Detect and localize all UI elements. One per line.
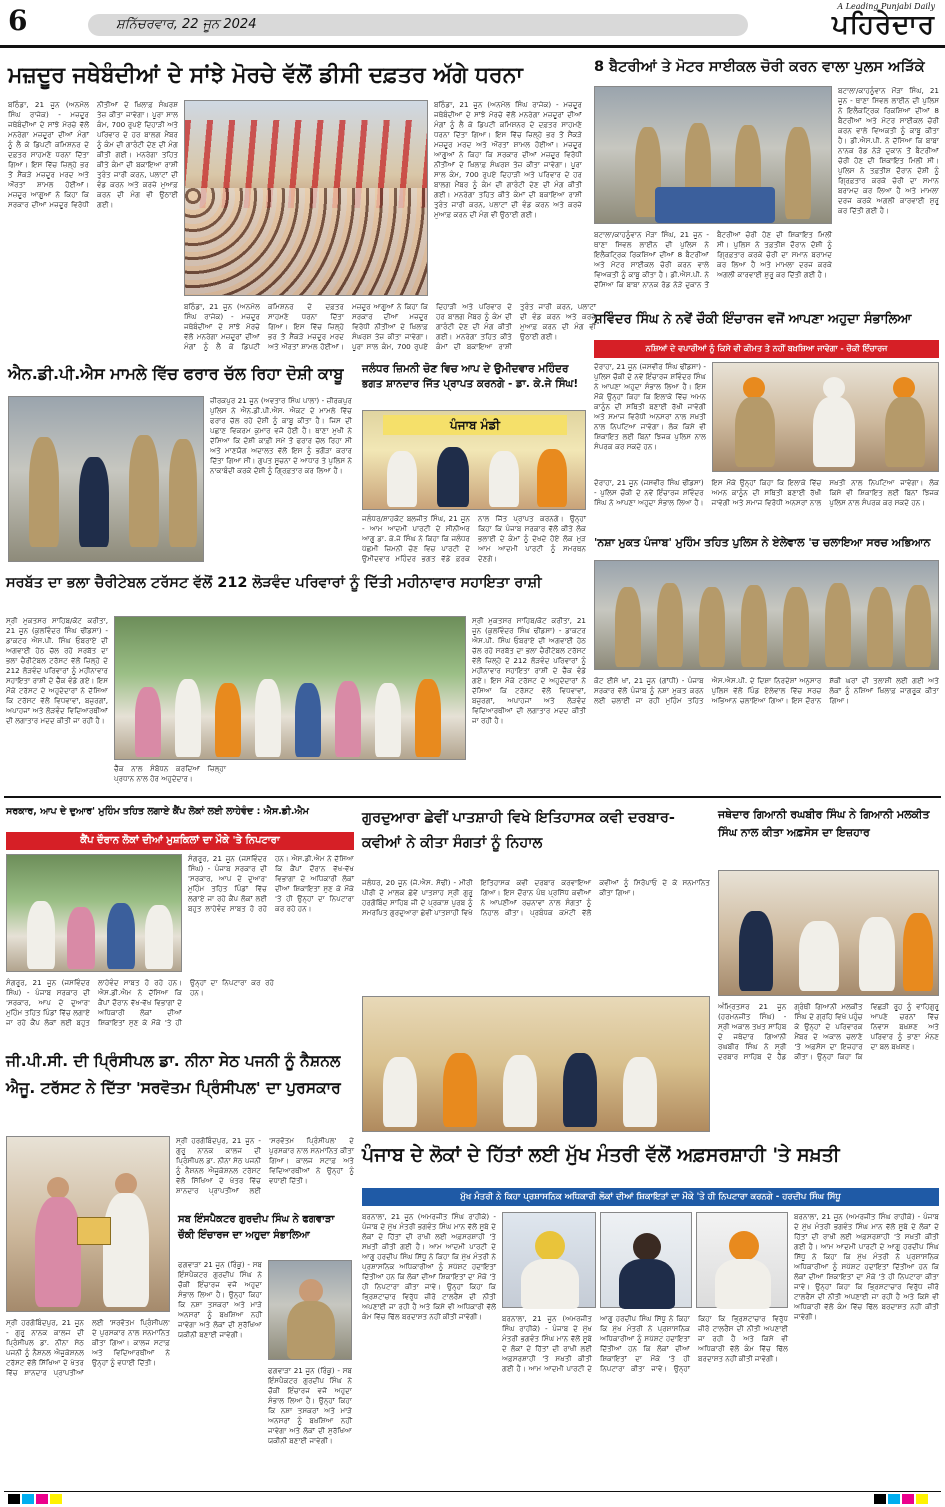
photo-sarkar-dwar-camp: [6, 854, 182, 972]
body-sarbat-right: ਸ੍ਰੀ ਮੁਕਤਸਰ ਸਾਹਿਬ/ਕੋਟ ਕਰੀਤਾ, 21 ਜੂਨ (ਕੁਲਵਿੰਦਰ ਸਿੰਘ ਢੀਂਡਸਾ) - ਡਾਕਟਰ ਐਸ.ਪੀ. ਸਿੰਘ ਓਬਰਾਏ ਦੀ ਅਗਵਾਈ ਹੇਠ ਚੱਲ ਰਹੇ ਸਰਬੱਤ ਦਾ ਭਲਾ ਚੈਰੀਟੇਬਲ ਟਰੱਸਟ ਵੱਲੋਂ ਜ਼ਿਲ੍ਹੇ ਦੇ 212 ਲੋੜਵੰਦ ਪਰਿਵਾਰਾਂ ਨੂੰ ਮਹੀਨਾਵਾਰ ਸਹਾਇਤਾ ਰਾਸ਼ੀ ਦੇ ਚੈੱਕ ਵੰਡੇ ਗਏ। ਇਸ ਮੌਕੇ ਟਰੱਸਟ ਦੇ ਅਹੁਦੇਦਾਰਾਂ ਨੇ ਦੱਸਿਆ ਕਿ ਟਰੱਸਟ ਵੱਲੋਂ ਵਿਧਵਾਵਾਂ, ਬਜ਼ੁਰਗਾਂ, ਅਪਾਹਜਾਂ ਅਤੇ ਲੋੜਵੰਦ ਵਿਦਿਆਰਥੀਆਂ ਦੀ ਲਗਾਤਾਰ ਮਦਦ ਕੀਤੀ ਜਾ ਰਹੀ ਹੈ।: [472, 616, 586, 725]
strap-cm-strict: ਮੁੱਖ ਮੰਤਰੀ ਨੇ ਕਿਹਾ ਪ੍ਰਸ਼ਾਸਨਿਕ ਅਧਿਕਾਰੀ ਲੋਕਾਂ ਦੀਆਂ ਸ਼ਿਕਾਇਤਾਂ ਦਾ ਮੌਕੇ 'ਤੇ ਹੀ ਨਿਪਟਾਰਾ ਕਰਨਗੇ - ਹਰਦੀਪ ਸਿੰਘ ਸਿੱਧੂ: [362, 1188, 939, 1206]
article-chowki: [592, 312, 941, 530]
body-theft-right: ਬਟਾਲਾ/ਕਾਹਨੂੰਵਾਨ ਮੌੜਾ ਸਿੰਘ, 21 ਜੂਨ - ਥਾਣਾ ਸਿਵਲ ਲਾਈਨ ਦੀ ਪੁਲਿਸ ਨੇ ਇਲੈਕਟ੍ਰਿਕ ਰਿਕਸ਼ਿਆਂ ਦੀਆਂ 8 ਬੈਟਰੀਆਂ ਅਤੇ ਮੋਟਰ ਸਾਈਕਲ ਚੋਰੀ ਕਰਨ ਵਾਲੇ ਵਿਅਕਤੀ ਨੂੰ ਕਾਬੂ ਕੀਤਾ ਹੈ। ਡੀ.ਐਸ.ਪੀ. ਨੇ ਦੱਸਿਆ ਕਿ ਬਾਬਾ ਨਾਨਕ ਰੋਡ ਨੇੜੇ ਦੁਕਾਨ ਤੋਂ ਬੈਟਰੀਆਂ ਚੋਰੀ ਹੋਣ ਦੀ ਸ਼ਿਕਾਇਤ ਮਿਲੀ ਸੀ। ਪੁਲਿਸ ਨੇ ਤਫ਼ਤੀਸ਼ ਦੌਰਾਨ ਦੋਸ਼ੀ ਨੂੰ ਗ੍ਰਿਫ਼ਤਾਰ ਕਰਕੇ ਚੋਰੀ ਦਾ ਸਮਾਨ ਬਰਾਮਦ ਕਰ ਲਿਆ ਹੈ ਅਤੇ ਮਾਮਲਾ ਦਰਜ ਕਰਕੇ ਅਗਲੀ ਕਾਰਵਾਈ ਸ਼ੁਰੂ ਕਰ ਦਿੱਤੀ ਗਈ ਹੈ।: [838, 86, 939, 215]
article-nasha-mukt: [592, 536, 941, 792]
body-gpc-bottom: ਸ੍ਰੀ ਹਰਗੋਬਿੰਦਪੁਰ, 21 ਜੂਨ - ਗੁਰੂ ਨਾਨਕ ਕਾਲਜ ਦੀ ਪ੍ਰਿੰਸੀਪਲ ਡਾ. ਨੀਨਾ ਸੇਠ ਪਜਨੀ ਨੂੰ ਨੈਸ਼ਨਲ ਐਜੂਕੇਸ਼ਨਲ ਟਰੱਸਟ ਵੱਲੋਂ ਸਿੱਖਿਆ ਦੇ ਖੇਤਰ ਵਿੱਚ ਸ਼ਾਨਦਾਰ ਪ੍ਰਾਪਤੀਆਂ ਲਈ 'ਸਰਵੋਤਮ ਪ੍ਰਿੰਸੀਪਲ' ਦੇ ਪੁਰਸਕਾਰ ਨਾਲ ਸਨਮਾਨਿਤ ਕੀਤਾ ਗਿਆ। ਕਾਲਜ ਸਟਾਫ਼ ਅਤੇ ਵਿਦਿਆਰਥੀਆਂ ਨੇ ਉਨ੍ਹਾਂ ਨੂੰ ਵਧਾਈ ਦਿੱਤੀ।: [6, 1318, 170, 1377]
article-sarbat: [4, 572, 588, 792]
headline-theft: 8 ਬੈਟਰੀਆਂ ਤੇ ਮੋਟਰ ਸਾਈਕਲ ਚੋਰੀ ਕਰਨ ਵਾਲਾ ਪੁਲਸ ਅੜਿੱਕੇ: [594, 59, 925, 75]
article-jalandhar: [360, 362, 588, 566]
date-bar: ਸ਼ਨਿੱਚਰਵਾਰ, 22 ਜੂਨ 2024: [88, 14, 748, 36]
body-jalandhar: ਜਲੰਧਰ/ਸ਼ਾਹਕੋਟ ਬਲਜੀਤ ਸਿੰਘ, 21 ਜੂਨ - ਆਮ ਆਦਮੀ ਪਾਰਟੀ ਦੇ ਸੀਨੀਅਰ ਆਗੂ ਡਾ. ਕੇ.ਜੇ ਸਿੰਘ ਨੇ ਕਿਹਾ ਕਿ ਜਲੰਧਰ ਪੱਛਮੀ ਜ਼ਿਮਨੀ ਚੋਣ ਵਿਚ ਪਾਰਟੀ ਦੇ ਉਮੀਦਵਾਰ ਮਹਿੰਦਰ ਭਗਤ ਵੱਡੇ ਫ਼ਰਕ ਨਾਲ ਜਿੱਤ ਪ੍ਰਾਪਤ ਕਰਨਗੇ। ਉਨ੍ਹਾਂ ਕਿਹਾ ਕਿ ਪੰਜਾਬ ਸਰਕਾਰ ਵੱਲੋਂ ਕੀਤੇ ਲੋਕ ਭਲਾਈ ਦੇ ਕੰਮਾਂ ਨੂੰ ਦੇਖਦੇ ਹੋਏ ਲੋਕ ਮੁੜ ਆਮ ਆਦਮੀ ਪਾਰਟੀ ਨੂੰ ਸਮਰਥਨ ਦੇਣਗੇ।: [362, 514, 586, 563]
headline-sub-inspector: ਸਬ ਇੰਸਪੈਕਟਰ ਗੁਰਦੀਪ ਸਿੰਘ ਨੇ ਫਗਵਾੜਾ ਚੌਕੀ ਇੰਚਾਰਜ ਦਾ ਅਹੁਦਾ ਸੰਭਾਲਿਆ: [178, 1214, 335, 1241]
body-chowki-left: ਦੋਰਾਹਾ, 21 ਜੂਨ (ਜਸਵੀਰ ਸਿੰਘ ਢੀਂਡਸਾ) - ਪੁਲਿਸ ਚੌਕੀ ਦੇ ਨਵੇਂ ਇੰਚਾਰਜ ਸ਼ਵਿੰਦਰ ਸਿੰਘ ਨੇ ਆਪਣਾ ਅਹੁਦਾ ਸੰਭਾਲ ਲਿਆ ਹੈ। ਇਸ ਮੌਕੇ ਉਨ੍ਹਾਂ ਕਿਹਾ ਕਿ ਇਲਾਕੇ ਵਿੱਚ ਅਮਨ ਕਾਨੂੰਨ ਦੀ ਸਥਿਤੀ ਬਣਾਈ ਰੱਖੀ ਜਾਵੇਗੀ ਅਤੇ ਸਮਾਜ ਵਿਰੋਧੀ ਅਨਸਰਾਂ ਨਾਲ ਸਖ਼ਤੀ ਨਾਲ ਨਿਪਟਿਆ ਜਾਵੇਗਾ। ਲੋਕ ਕਿਸੇ ਵੀ ਸ਼ਿਕਾਇਤ ਲਈ ਬਿਨਾਂ ਝਿਜਕ ਪੁਲਿਸ ਨਾਲ ਸੰਪਰਕ ਕਰ ਸਕਦੇ ਹਨ।: [594, 362, 706, 451]
photo-dharna-protest: [184, 100, 428, 296]
photo-chowki-incharge: [712, 362, 939, 472]
photo-kavi-darbar: [362, 996, 710, 1132]
photo-theft-arrest: [594, 86, 832, 224]
registration-mark: [22, 1494, 34, 1504]
headline-jathedar: ਜਥੇਦਾਰ ਗਿਆਨੀ ਰਘਬੀਰ ਸਿੰਘ ਨੇ ਗਿਆਨੀ ਮਲਕੀਤ ਸਿੰਘ ਨਾਲ ਕੀਤਾ ਅਫ਼ਸੋਸ ਦਾ ਇਜ਼ਹਾਰ: [718, 808, 930, 839]
body-chowki-bottom: ਦੋਰਾਹਾ, 21 ਜੂਨ (ਜਸਵੀਰ ਸਿੰਘ ਢੀਂਡਸਾ) - ਪੁਲਿਸ ਚੌਕੀ ਦੇ ਨਵੇਂ ਇੰਚਾਰਜ ਸ਼ਵਿੰਦਰ ਸਿੰਘ ਨੇ ਆਪਣਾ ਅਹੁਦਾ ਸੰਭਾਲ ਲਿਆ ਹੈ। ਇਸ ਮੌਕੇ ਉਨ੍ਹਾਂ ਕਿਹਾ ਕਿ ਇਲਾਕੇ ਵਿੱਚ ਅਮਨ ਕਾਨੂੰਨ ਦੀ ਸਥਿਤੀ ਬਣਾਈ ਰੱਖੀ ਜਾਵੇਗੀ ਅਤੇ ਸਮਾਜ ਵਿਰੋਧੀ ਅਨਸਰਾਂ ਨਾਲ ਸਖ਼ਤੀ ਨਾਲ ਨਿਪਟਿਆ ਜਾਵੇਗਾ। ਲੋਕ ਕਿਸੇ ਵੀ ਸ਼ਿਕਾਇਤ ਲਈ ਬਿਨਾਂ ਝਿਜਕ ਪੁਲਿਸ ਨਾਲ ਸੰਪਰਕ ਕਰ ਸਕਦੇ ਹਨ।: [594, 478, 939, 507]
photo-gpc-award: [6, 1136, 170, 1312]
photo-jalandhar-press: [362, 410, 586, 510]
body-sarkar-dwar-right: ਸੰਗਰੂਰ, 21 ਜੂਨ (ਜਸਵਿੰਦਰ ਸਿੰਘ) - ਪੰਜਾਬ ਸਰਕਾਰ ਦੀ 'ਸਰਕਾਰ, ਆਪ ਦੇ ਦੁਆਰ' ਮੁਹਿੰਮ ਤਹਿਤ ਪਿੰਡਾਂ ਵਿੱਚ ਲਗਾਏ ਜਾ ਰਹੇ ਕੈਂਪ ਲੋਕਾਂ ਲਈ ਬਹੁਤ ਲਾਹੇਵੰਦ ਸਾਬਤ ਹੋ ਰਹੇ ਹਨ। ਐਸ.ਡੀ.ਐਮ ਨੇ ਦੱਸਿਆ ਕਿ ਕੈਂਪਾਂ ਦੌਰਾਨ ਵੱਖ-ਵੱਖ ਵਿਭਾਗਾਂ ਦੇ ਅਧਿਕਾਰੀ ਲੋਕਾਂ ਦੀਆਂ ਸ਼ਿਕਾਇਤਾਂ ਸੁਣ ਕੇ ਮੌਕੇ 'ਤੇ ਹੀ ਉਨ੍ਹਾਂ ਦਾ ਨਿਪਟਾਰਾ ਕਰ ਰਹੇ ਹਨ।: [188, 854, 354, 913]
body-sub-inspector-right: ਫਗਵਾੜਾ 21 ਜੂਨ (ਰਿੰਕੂ) - ਸਬ ਇੰਸਪੈਕਟਰ ਗੁਰਦੀਪ ਸਿੰਘ ਨੇ ਚੌਕੀ ਇੰਚਾਰਜ ਵਜੋਂ ਅਹੁਦਾ ਸੰਭਾਲ ਲਿਆ ਹੈ। ਉਨ੍ਹਾਂ ਕਿਹਾ ਕਿ ਨਸ਼ਾ ਤਸਕਰਾਂ ਅਤੇ ਮਾੜੇ ਅਨਸਰਾਂ ਨੂੰ ਬਖ਼ਸ਼ਿਆ ਨਹੀਂ ਜਾਵੇਗਾ ਅਤੇ ਲੋਕਾਂ ਦੀ ਸੁਰੱਖਿਆ ਯਕੀਨੀ ਬਣਾਈ ਜਾਵੇਗੀ।: [268, 1366, 352, 1445]
masthead: [0, 0, 945, 48]
headline-sarbat: ਸਰਬੱਤ ਦਾ ਭਲਾ ਚੈਰੀਟੇਬਲ ਟਰੱਸਟ ਵੱਲੋਂ 212 ਲੋੜਵੰਦ ਪਰਿਵਾਰਾਂ ਨੂੰ ਦਿੱਤੀ ਮਹੀਨਾਵਾਰ ਸਹਾਇਤਾ ਰਾਸ਼ੀ: [6, 575, 542, 591]
registration-mark: [8, 1494, 20, 1504]
body-cm-left: ਬਰਨਾਲਾ, 21 ਜੂਨ (ਅਮਰਜੀਤ ਸਿੰਘ ਰਾਹੀਕੇ) - ਪੰਜਾਬ ਦੇ ਮੁੱਖ ਮੰਤਰੀ ਭਗਵੰਤ ਸਿੰਘ ਮਾਨ ਵੱਲੋਂ ਸੂਬੇ ਦੇ ਲੋਕਾਂ ਦੇ ਹਿੱਤਾਂ ਦੀ ਰਾਖੀ ਲਈ ਅਫ਼ਸਰਸ਼ਾਹੀ 'ਤੇ ਸਖ਼ਤੀ ਕੀਤੀ ਗਈ ਹੈ। ਆਮ ਆਦਮੀ ਪਾਰਟੀ ਦੇ ਆਗੂ ਹਰਦੀਪ ਸਿੰਘ ਸਿੱਧੂ ਨੇ ਕਿਹਾ ਕਿ ਮੁੱਖ ਮੰਤਰੀ ਨੇ ਪ੍ਰਸ਼ਾਸਨਿਕ ਅਧਿਕਾਰੀਆਂ ਨੂੰ ਸਪੱਸ਼ਟ ਹਦਾਇਤਾਂ ਦਿੱਤੀਆਂ ਹਨ ਕਿ ਲੋਕਾਂ ਦੀਆਂ ਸ਼ਿਕਾਇਤਾਂ ਦਾ ਮੌਕੇ 'ਤੇ ਹੀ ਨਿਪਟਾਰਾ ਕੀਤਾ ਜਾਵੇ। ਉਨ੍ਹਾਂ ਕਿਹਾ ਕਿ ਭ੍ਰਿਸ਼ਟਾਚਾਰ ਵਿਰੁੱਧ ਜ਼ੀਰੋ ਟਾਲਰੈਂਸ ਦੀ ਨੀਤੀ ਅਪਣਾਈ ਜਾ ਰਹੀ ਹੈ ਅਤੇ ਕਿਸੇ ਵੀ ਅਧਿਕਾਰੀ ਵੱਲੋਂ ਕੰਮ ਵਿੱਚ ਢਿੱਲ ਬਰਦਾਸ਼ਤ ਨਹੀਂ ਕੀਤੀ ਜਾਵੇਗੀ।: [362, 1212, 496, 1321]
body-kavi-darbar: ਜਲੰਧਰ, 20 ਜੂਨ (ਜੇ.ਐਸ. ਸੋਢੀ) - ਮੀਰੀ ਪੀਰੀ ਦੇ ਮਾਲਕ ਛੇਵੇਂ ਪਾਤਸ਼ਾਹ ਸ੍ਰੀ ਗੁਰੂ ਹਰਗੋਬਿੰਦ ਸਾਹਿਬ ਜੀ ਦੇ ਪ੍ਰਕਾਸ਼ ਪੁਰਬ ਨੂੰ ਸਮਰਪਿਤ ਗੁਰਦੁਆਰਾ ਛੇਵੀਂ ਪਾਤਸ਼ਾਹੀ ਵਿਖੇ ਇਤਿਹਾਸਕ ਕਵੀ ਦਰਬਾਰ ਕਰਵਾਇਆ ਗਿਆ। ਇਸ ਦੌਰਾਨ ਪੰਥ ਪ੍ਰਸਿੱਧ ਕਵੀਆਂ ਨੇ ਆਪਣੀਆਂ ਰਚਨਾਵਾਂ ਨਾਲ ਸੰਗਤਾਂ ਨੂੰ ਨਿਹਾਲ ਕੀਤਾ। ਪ੍ਰਬੰਧਕ ਕਮੇਟੀ ਵੱਲੋਂ ਕਵੀਆਂ ਨੂੰ ਸਿਰੋਪਾਓ ਦੇ ਕੇ ਸਨਮਾਨਿਤ ਕੀਤਾ ਗਿਆ।: [362, 878, 710, 917]
divider-horizontal: [4, 796, 941, 798]
article-sarkar-dwar: [4, 802, 356, 1040]
photo-sarbat-ceremony: [114, 616, 466, 760]
article-jathedar: [716, 802, 941, 1136]
headline-dharna: ਮਜ਼ਦੂਰ ਜਥੇਬੰਦੀਆਂ ਦੇ ਸਾਂਝੇ ਮੋਰਚੇ ਵੱਲੋਂ ਡੀਸੀ ਦਫ਼ਤਰ ਅੱਗੇ ਧਰਨਾ: [8, 63, 523, 88]
headline-jalandhar: ਜਲੰਧਰ ਜ਼ਿਮਨੀ ਚੋਣ ਵਿਚ ਆਪ ਦੇ ਉਮੀਦਵਾਰ ਮਹਿੰਦਰ ਭਗਤ ਸ਼ਾਨਦਾਰ ਜਿੱਤ ਪ੍ਰਾਪਤ ਕਰਨਗੇ - ਡਾ. ਕੇ.ਜੇ ਸਿੰਘ!: [362, 363, 579, 391]
headline-nasha-mukt: 'ਨਸ਼ਾ ਮੁਕਤ ਪੰਜਾਬ' ਮੁਹਿੰਮ ਤਹਿਤ ਪੁਲਿਸ ਨੇ ਏਲੇਵਾਲ 'ਚ ਚਲਾਇਆ ਸਰਚ ਅਭਿਆਨ: [594, 536, 931, 549]
body-cm-bottom: ਬਰਨਾਲਾ, 21 ਜੂਨ (ਅਮਰਜੀਤ ਸਿੰਘ ਰਾਹੀਕੇ) - ਪੰਜਾਬ ਦੇ ਮੁੱਖ ਮੰਤਰੀ ਭਗਵੰਤ ਸਿੰਘ ਮਾਨ ਵੱਲੋਂ ਸੂਬੇ ਦੇ ਲੋਕਾਂ ਦੇ ਹਿੱਤਾਂ ਦੀ ਰਾਖੀ ਲਈ ਅਫ਼ਸਰਸ਼ਾਹੀ 'ਤੇ ਸਖ਼ਤੀ ਕੀਤੀ ਗਈ ਹੈ। ਆਮ ਆਦਮੀ ਪਾਰਟੀ ਦੇ ਆਗੂ ਹਰਦੀਪ ਸਿੰਘ ਸਿੱਧੂ ਨੇ ਕਿਹਾ ਕਿ ਮੁੱਖ ਮੰਤਰੀ ਨੇ ਪ੍ਰਸ਼ਾਸਨਿਕ ਅਧਿਕਾਰੀਆਂ ਨੂੰ ਸਪੱਸ਼ਟ ਹਦਾਇਤਾਂ ਦਿੱਤੀਆਂ ਹਨ ਕਿ ਲੋਕਾਂ ਦੀਆਂ ਸ਼ਿਕਾਇਤਾਂ ਦਾ ਮੌਕੇ 'ਤੇ ਹੀ ਨਿਪਟਾਰਾ ਕੀਤਾ ਜਾਵੇ। ਉਨ੍ਹਾਂ ਕਿਹਾ ਕਿ ਭ੍ਰਿਸ਼ਟਾਚਾਰ ਵਿਰੁੱਧ ਜ਼ੀਰੋ ਟਾਲਰੈਂਸ ਦੀ ਨੀਤੀ ਅਪਣਾਈ ਜਾ ਰਹੀ ਹੈ ਅਤੇ ਕਿਸੇ ਵੀ ਅਧਿਕਾਰੀ ਵੱਲੋਂ ਕੰਮ ਵਿੱਚ ਢਿੱਲ ਬਰਦਾਸ਼ਤ ਨਹੀਂ ਕੀਤੀ ਜਾਵੇਗੀ।: [502, 1314, 788, 1373]
body-sarbat-left: ਸ੍ਰੀ ਮੁਕਤਸਰ ਸਾਹਿਬ/ਕੋਟ ਕਰੀਤਾ, 21 ਜੂਨ (ਕੁਲਵਿੰਦਰ ਸਿੰਘ ਢੀਂਡਸਾ) - ਡਾਕਟਰ ਐਸ.ਪੀ. ਸਿੰਘ ਓਬਰਾਏ ਦੀ ਅਗਵਾਈ ਹੇਠ ਚੱਲ ਰਹੇ ਸਰਬੱਤ ਦਾ ਭਲਾ ਚੈਰੀਟੇਬਲ ਟਰੱਸਟ ਵੱਲੋਂ ਜ਼ਿਲ੍ਹੇ ਦੇ 212 ਲੋੜਵੰਦ ਪਰਿਵਾਰਾਂ ਨੂੰ ਮਹੀਨਾਵਾਰ ਸਹਾਇਤਾ ਰਾਸ਼ੀ ਦੇ ਚੈੱਕ ਵੰਡੇ ਗਏ। ਇਸ ਮੌਕੇ ਟਰੱਸਟ ਦੇ ਅਹੁਦੇਦਾਰਾਂ ਨੇ ਦੱਸਿਆ ਕਿ ਟਰੱਸਟ ਵੱਲੋਂ ਵਿਧਵਾਵਾਂ, ਬਜ਼ੁਰਗਾਂ, ਅਪਾਹਜਾਂ ਅਤੇ ਲੋੜਵੰਦ ਵਿਦਿਆਰਥੀਆਂ ਦੀ ਲਗਾਤਾਰ ਮਦਦ ਕੀਤੀ ਜਾ ਰਹੀ ਹੈ।: [6, 616, 108, 725]
body-jathedar: ਅੰਮ੍ਰਿਤਸਰ 21 ਜੂਨ (ਹਰਮਨਜੀਤ ਸਿੰਘ) - ਸ੍ਰੀ ਅਕਾਲ ਤਖ਼ਤ ਸਾਹਿਬ ਦੇ ਜਥੇਦਾਰ ਗਿਆਨੀ ਰਘਬੀਰ ਸਿੰਘ ਨੇ ਸ੍ਰੀ ਦਰਬਾਰ ਸਾਹਿਬ ਦੇ ਹੈੱਡ ਗ੍ਰੰਥੀ ਗਿਆਨੀ ਮਲਕੀਤ ਸਿੰਘ ਦੇ ਗ੍ਰਹਿ ਵਿਖੇ ਪਹੁੰਚ ਕੇ ਉਨ੍ਹਾਂ ਦੇ ਪਰਿਵਾਰਕ ਮੈਂਬਰ ਦੇ ਅਕਾਲ ਚਲਾਣੇ 'ਤੇ ਅਫ਼ਸੋਸ ਦਾ ਇਜ਼ਹਾਰ ਕੀਤਾ। ਉਨ੍ਹਾਂ ਕਿਹਾ ਕਿ ਵਿਛੜੀ ਰੂਹ ਨੂੰ ਵਾਹਿਗੁਰੂ ਆਪਣੇ ਚਰਨਾਂ ਵਿੱਚ ਨਿਵਾਸ ਬਖ਼ਸ਼ਣ ਅਤੇ ਪਰਿਵਾਰ ਨੂੰ ਭਾਣਾ ਮੰਨਣ ਦਾ ਬਲ ਬਖ਼ਸ਼ਣ।: [718, 1002, 939, 1061]
photo-jathedar-visit: [718, 870, 939, 996]
body-sub-inspector-left: ਫਗਵਾੜਾ 21 ਜੂਨ (ਰਿੰਕੂ) - ਸਬ ਇੰਸਪੈਕਟਰ ਗੁਰਦੀਪ ਸਿੰਘ ਨੇ ਚੌਕੀ ਇੰਚਾਰਜ ਵਜੋਂ ਅਹੁਦਾ ਸੰਭਾਲ ਲਿਆ ਹੈ। ਉਨ੍ਹਾਂ ਕਿਹਾ ਕਿ ਨਸ਼ਾ ਤਸਕਰਾਂ ਅਤੇ ਮਾੜੇ ਅਨਸਰਾਂ ਨੂੰ ਬਖ਼ਸ਼ਿਆ ਨਹੀਂ ਜਾਵੇਗਾ ਅਤੇ ਲੋਕਾਂ ਦੀ ਸੁਰੱਖਿਆ ਯਕੀਨੀ ਬਣਾਈ ਜਾਵੇਗੀ।: [178, 1260, 262, 1339]
strap-sarkar-dwar: ਕੈਂਪ ਦੌਰਾਨ ਲੋਕਾਂ ਦੀਆਂ ਮੁਸ਼ਕਿਲਾਂ ਦਾ ਮੌਕੇ 'ਤੇ ਨਿਪਟਾਰਾ: [6, 832, 354, 850]
headline-gpc: ਜੀ.ਪੀ.ਸੀ. ਦੀ ਪ੍ਰਿੰਸੀਪਲ ਡਾ. ਨੀਨਾ ਸੇਠ ਪਜਨੀ ਨੂੰ ਨੈਸ਼ਨਲ ਐਜੂ. ਟਰੱਸਟ ਨੇ ਦਿੱਤਾ 'ਸਰਵੋਤਮ ਪ੍ਰਿੰਸੀਪਲ' ਦਾ ਪੁਰਸਕਾਰ: [6, 1052, 341, 1098]
banner-text: ਪੰਜਾਬ ਮੰਡੀ: [383, 415, 567, 435]
strap-chowki: ਨਸ਼ਿਆਂ ਦੇ ਵਪਾਰੀਆਂ ਨੂੰ ਕਿਸੇ ਵੀ ਕੀਮਤ ਤੇ ਨਹੀਂ ਬਖ਼ਸ਼ਿਆ ਜਾਵੇਗਾ - ਚੌਕੀ ਇੰਚਾਰਜ: [594, 340, 939, 358]
registration-mark: [36, 1494, 48, 1504]
article-theft: [592, 56, 941, 306]
headline-sarkar-dwar: ਸਰਕਾਰ, ਆਪ ਦੇ ਦੁਆਰ' ਮੁਹਿੰਮ ਤਹਿਤ ਲਗਾਏ ਕੈਂਪ ਲੋਕਾਂ ਲਈ ਲਾਹੇਵੰਦ : ਐਸ.ਡੀ.ਐਮ: [6, 806, 309, 817]
body-ndps: ਜ਼ੀਰਕਪੁਰ 21 ਜੂਨ (ਅਵਤਾਰ ਸਿੰਘ ਪਾਲਾ) - ਜ਼ੀਰਕਪੁਰ ਪੁਲਿਸ ਨੇ ਐਨ.ਡੀ.ਪੀ.ਐਸ. ਐਕਟ ਦੇ ਮਾਮਲੇ ਵਿੱਚ ਫਰਾਰ ਚੱਲ ਰਹੇ ਦੋਸ਼ੀ ਨੂੰ ਕਾਬੂ ਕੀਤਾ ਹੈ। ਜਿਸ ਦੀ ਪਛਾਣ ਵਿਕਰਮ ਕੁਮਾਰ ਵਜੋਂ ਹੋਈ ਹੈ। ਥਾਣਾ ਮੁਖੀ ਨੇ ਦੱਸਿਆ ਕਿ ਦੋਸ਼ੀ ਕਾਫ਼ੀ ਸਮੇਂ ਤੋਂ ਫਰਾਰ ਚੱਲ ਰਿਹਾ ਸੀ ਅਤੇ ਮਾਣਯੋਗ ਅਦਾਲਤ ਵੱਲੋਂ ਇਸ ਨੂੰ ਭਗੌੜਾ ਕਰਾਰ ਦਿੱਤਾ ਗਿਆ ਸੀ। ਗੁਪਤ ਸੂਚਨਾ ਦੇ ਆਧਾਰ ਤੇ ਪੁਲਿਸ ਨੇ ਨਾਕਾਬੰਦੀ ਕਰਕੇ ਦੋਸ਼ੀ ਨੂੰ ਗ੍ਰਿਫ਼ਤਾਰ ਕਰ ਲਿਆ ਹੈ।: [210, 396, 352, 475]
page-number: 6: [8, 4, 28, 37]
article-dharna: [4, 56, 596, 356]
registration-mark: [50, 1494, 62, 1504]
headline-ndps: ਐਨ.ਡੀ.ਪੀ.ਐਸ ਮਾਮਲੇ ਵਿੱਚ ਫਰਾਰ ਚੱਲ ਰਿਹਾ ਦੋਸ਼ੀ ਕਾਬੂ: [8, 364, 344, 383]
body-dharna-bottom: ਬਠਿੰਡਾ, 21 ਜੂਨ (ਅਨਮੋਲ ਸਿੰਘ ਰਾਜੇਕ) - ਮਜ਼ਦੂਰ ਜਥੇਬੰਦੀਆਂ ਦੇ ਸਾਂਝੇ ਮੋਰਚੇ ਵੱਲੋਂ ਮਨਰੇਗਾ ਮਜ਼ਦੂਰਾਂ ਦੀਆਂ ਮੰਗਾਂ ਨੂੰ ਲੈ ਕੇ ਡਿਪਟੀ ਕਮਿਸ਼ਨਰ ਦੇ ਦਫ਼ਤਰ ਸਾਹਮਣੇ ਧਰਨਾ ਦਿੱਤਾ ਗਿਆ। ਇਸ ਵਿੱਚ ਜ਼ਿਲ੍ਹੇ ਭਰ ਤੋਂ ਸੈਂਕੜੇ ਮਜ਼ਦੂਰ ਮਰਦ ਅਤੇ ਔਰਤਾਂ ਸ਼ਾਮਲ ਹੋਈਆਂ। ਮਜ਼ਦੂਰ ਆਗੂਆਂ ਨੇ ਕਿਹਾ ਕਿ ਸਰਕਾਰ ਦੀਆਂ ਮਜ਼ਦੂਰ ਵਿਰੋਧੀ ਨੀਤੀਆਂ ਦੇ ਖ਼ਿਲਾਫ਼ ਸੰਘਰਸ਼ ਤੇਜ਼ ਕੀਤਾ ਜਾਵੇਗਾ। ਪੂਰਾ ਸਾਲ ਕੰਮ, 700 ਰੁਪਏ ਦਿਹਾੜੀ ਅਤੇ ਪਰਿਵਾਰ ਦੇ ਹਰ ਬਾਲਗ ਮੈਂਬਰ ਨੂੰ ਕੰਮ ਦੀ ਗਾਰੰਟੀ ਦੇਣ ਦੀ ਮੰਗ ਕੀਤੀ ਗਈ। ਮਨਰੇਗਾ ਤਹਿਤ ਕੀਤੇ ਕੰਮਾਂ ਦੀ ਬਕਾਇਆ ਰਾਸ਼ੀ ਤੁਰੰਤ ਜਾਰੀ ਕਰਨ, ਪਲਾਟਾਂ ਦੀ ਵੰਡ ਕਰਨ ਅਤੇ ਕਰਜ਼ੇ ਮੁਆਫ਼ ਕਰਨ ਦੀ ਮੰਗ ਵੀ ਉਠਾਈ ਗਈ।: [184, 302, 596, 351]
article-cm-strict: [360, 1142, 941, 1490]
body-dharna-right: ਬਠਿੰਡਾ, 21 ਜੂਨ (ਅਨਮੋਲ ਸਿੰਘ ਰਾਜੇਕ) - ਮਜ਼ਦੂਰ ਜਥੇਬੰਦੀਆਂ ਦੇ ਸਾਂਝੇ ਮੋਰਚੇ ਵੱਲੋਂ ਮਨਰੇਗਾ ਮਜ਼ਦੂਰਾਂ ਦੀਆਂ ਮੰਗਾਂ ਨੂੰ ਲੈ ਕੇ ਡਿਪਟੀ ਕਮਿਸ਼ਨਰ ਦੇ ਦਫ਼ਤਰ ਸਾਹਮਣੇ ਧਰਨਾ ਦਿੱਤਾ ਗਿਆ। ਇਸ ਵਿੱਚ ਜ਼ਿਲ੍ਹੇ ਭਰ ਤੋਂ ਸੈਂਕੜੇ ਮਜ਼ਦੂਰ ਮਰਦ ਅਤੇ ਔਰਤਾਂ ਸ਼ਾਮਲ ਹੋਈਆਂ। ਮਜ਼ਦੂਰ ਆਗੂਆਂ ਨੇ ਕਿਹਾ ਕਿ ਸਰਕਾਰ ਦੀਆਂ ਮਜ਼ਦੂਰ ਵਿਰੋਧੀ ਨੀਤੀਆਂ ਦੇ ਖ਼ਿਲਾਫ਼ ਸੰਘਰਸ਼ ਤੇਜ਼ ਕੀਤਾ ਜਾਵੇਗਾ। ਪੂਰਾ ਸਾਲ ਕੰਮ, 700 ਰੁਪਏ ਦਿਹਾੜੀ ਅਤੇ ਪਰਿਵਾਰ ਦੇ ਹਰ ਬਾਲਗ ਮੈਂਬਰ ਨੂੰ ਕੰਮ ਦੀ ਗਾਰੰਟੀ ਦੇਣ ਦੀ ਮੰਗ ਕੀਤੀ ਗਈ। ਮਨਰੇਗਾ ਤਹਿਤ ਕੀਤੇ ਕੰਮਾਂ ਦੀ ਬਕਾਇਆ ਰਾਸ਼ੀ ਤੁਰੰਤ ਜਾਰੀ ਕਰਨ, ਪਲਾਟਾਂ ਦੀ ਵੰਡ ਕਰਨ ਅਤੇ ਕਰਜ਼ੇ ਮੁਆਫ਼ ਕਰਨ ਦੀ ਮੰਗ ਵੀ ਉਠਾਈ ਗਈ।: [434, 100, 582, 219]
footer-rule: [4, 1491, 941, 1492]
headline-kavi-darbar: ਗੁਰਦੁਆਰਾ ਛੇਵੀਂ ਪਾਤਸ਼ਾਹੀ ਵਿਖੇ ਇਤਿਹਾਸਕ ਕਵੀ ਦਰਬਾਰ-ਕਵੀਆਂ ਨੇ ਕੀਤਾ ਸੰਗਤਾਂ ਨੂੰ ਨਿਹਾਲ: [362, 810, 675, 852]
body-sarkar-dwar-bottom: ਸੰਗਰੂਰ, 21 ਜੂਨ (ਜਸਵਿੰਦਰ ਸਿੰਘ) - ਪੰਜਾਬ ਸਰਕਾਰ ਦੀ 'ਸਰਕਾਰ, ਆਪ ਦੇ ਦੁਆਰ' ਮੁਹਿੰਮ ਤਹਿਤ ਪਿੰਡਾਂ ਵਿੱਚ ਲਗਾਏ ਜਾ ਰਹੇ ਕੈਂਪ ਲੋਕਾਂ ਲਈ ਬਹੁਤ ਲਾਹੇਵੰਦ ਸਾਬਤ ਹੋ ਰਹੇ ਹਨ। ਐਸ.ਡੀ.ਐਮ ਨੇ ਦੱਸਿਆ ਕਿ ਕੈਂਪਾਂ ਦੌਰਾਨ ਵੱਖ-ਵੱਖ ਵਿਭਾਗਾਂ ਦੇ ਅਧਿਕਾਰੀ ਲੋਕਾਂ ਦੀਆਂ ਸ਼ਿਕਾਇਤਾਂ ਸੁਣ ਕੇ ਮੌਕੇ 'ਤੇ ਹੀ ਉਨ੍ਹਾਂ ਦਾ ਨਿਪਟਾਰਾ ਕਰ ਰਹੇ ਹਨ।: [6, 978, 274, 1027]
body-gpc-right: ਸ੍ਰੀ ਹਰਗੋਬਿੰਦਪੁਰ, 21 ਜੂਨ - ਗੁਰੂ ਨਾਨਕ ਕਾਲਜ ਦੀ ਪ੍ਰਿੰਸੀਪਲ ਡਾ. ਨੀਨਾ ਸੇਠ ਪਜਨੀ ਨੂੰ ਨੈਸ਼ਨਲ ਐਜੂਕੇਸ਼ਨਲ ਟਰੱਸਟ ਵੱਲੋਂ ਸਿੱਖਿਆ ਦੇ ਖੇਤਰ ਵਿੱਚ ਸ਼ਾਨਦਾਰ ਪ੍ਰਾਪਤੀਆਂ ਲਈ 'ਸਰਵੋਤਮ ਪ੍ਰਿੰਸੀਪਲ' ਦੇ ਪੁਰਸਕਾਰ ਨਾਲ ਸਨਮਾਨਿਤ ਕੀਤਾ ਗਿਆ। ਕਾਲਜ ਸਟਾਫ਼ ਅਤੇ ਵਿਦਿਆਰਥੀਆਂ ਨੇ ਉਨ੍ਹਾਂ ਨੂੰ ਵਧਾਈ ਦਿੱਤੀ।: [176, 1136, 354, 1195]
article-ndps: [4, 362, 356, 566]
photo-sub-inspector: [268, 1260, 352, 1360]
newspaper-logo: ਪਹਿਰੇਦਾਰ: [832, 10, 935, 40]
headline-chowki: ਸ਼ਵਿੰਦਰ ਸਿੰਘ ਨੇ ਨਵੇਂ ਚੌਕੀ ਇੰਚਾਰਜ ਵਜੋਂ ਆਪਣਾ ਅਹੁਦਾ ਸੰਭਾਲਿਆ: [594, 312, 912, 327]
registration-mark: [902, 1494, 914, 1504]
photo-hardeep-portrait: [696, 1212, 788, 1308]
registration-mark: [888, 1494, 900, 1504]
registration-mark: [916, 1494, 928, 1504]
headline-cm-strict: ਪੰਜਾਬ ਦੇ ਲੋਕਾਂ ਦੇ ਹਿੱਤਾਂ ਲਈ ਮੁੱਖ ਮੰਤਰੀ ਵੱਲੋਂ ਅਫ਼ਸਰਸ਼ਾਹੀ 'ਤੇ ਸਖ਼ਤੀ: [362, 1144, 840, 1166]
photo-nasha-mukt-search: [594, 560, 939, 670]
body-dharna-left: ਬਠਿੰਡਾ, 21 ਜੂਨ (ਅਨਮੋਲ ਸਿੰਘ ਰਾਜੇਕ) - ਮਜ਼ਦੂਰ ਜਥੇਬੰਦੀਆਂ ਦੇ ਸਾਂਝੇ ਮੋਰਚੇ ਵੱਲੋਂ ਮਨਰੇਗਾ ਮਜ਼ਦੂਰਾਂ ਦੀਆਂ ਮੰਗਾਂ ਨੂੰ ਲੈ ਕੇ ਡਿਪਟੀ ਕਮਿਸ਼ਨਰ ਦੇ ਦਫ਼ਤਰ ਸਾਹਮਣੇ ਧਰਨਾ ਦਿੱਤਾ ਗਿਆ। ਇਸ ਵਿੱਚ ਜ਼ਿਲ੍ਹੇ ਭਰ ਤੋਂ ਸੈਂਕੜੇ ਮਜ਼ਦੂਰ ਮਰਦ ਅਤੇ ਔਰਤਾਂ ਸ਼ਾਮਲ ਹੋਈਆਂ। ਮਜ਼ਦੂਰ ਆਗੂਆਂ ਨੇ ਕਿਹਾ ਕਿ ਸਰਕਾਰ ਦੀਆਂ ਮਜ਼ਦੂਰ ਵਿਰੋਧੀ ਨੀਤੀਆਂ ਦੇ ਖ਼ਿਲਾਫ਼ ਸੰਘਰਸ਼ ਤੇਜ਼ ਕੀਤਾ ਜਾਵੇਗਾ। ਪੂਰਾ ਸਾਲ ਕੰਮ, 700 ਰੁਪਏ ਦਿਹਾੜੀ ਅਤੇ ਪਰਿਵਾਰ ਦੇ ਹਰ ਬਾਲਗ ਮੈਂਬਰ ਨੂੰ ਕੰਮ ਦੀ ਗਾਰੰਟੀ ਦੇਣ ਦੀ ਮੰਗ ਕੀਤੀ ਗਈ। ਮਨਰੇਗਾ ਤਹਿਤ ਕੀਤੇ ਕੰਮਾਂ ਦੀ ਬਕਾਇਆ ਰਾਸ਼ੀ ਤੁਰੰਤ ਜਾਰੀ ਕਰਨ, ਪਲਾਟਾਂ ਦੀ ਵੰਡ ਕਰਨ ਅਤੇ ਕਰਜ਼ੇ ਮੁਆਫ਼ ਕਰਨ ਦੀ ਮੰਗ ਵੀ ਉਠਾਈ ਗਈ।: [8, 100, 178, 209]
photo-leader-portrait: [600, 1212, 692, 1308]
body-cm-right: ਬਰਨਾਲਾ, 21 ਜੂਨ (ਅਮਰਜੀਤ ਸਿੰਘ ਰਾਹੀਕੇ) - ਪੰਜਾਬ ਦੇ ਮੁੱਖ ਮੰਤਰੀ ਭਗਵੰਤ ਸਿੰਘ ਮਾਨ ਵੱਲੋਂ ਸੂਬੇ ਦੇ ਲੋਕਾਂ ਦੇ ਹਿੱਤਾਂ ਦੀ ਰਾਖੀ ਲਈ ਅਫ਼ਸਰਸ਼ਾਹੀ 'ਤੇ ਸਖ਼ਤੀ ਕੀਤੀ ਗਈ ਹੈ। ਆਮ ਆਦਮੀ ਪਾਰਟੀ ਦੇ ਆਗੂ ਹਰਦੀਪ ਸਿੰਘ ਸਿੱਧੂ ਨੇ ਕਿਹਾ ਕਿ ਮੁੱਖ ਮੰਤਰੀ ਨੇ ਪ੍ਰਸ਼ਾਸਨਿਕ ਅਧਿਕਾਰੀਆਂ ਨੂੰ ਸਪੱਸ਼ਟ ਹਦਾਇਤਾਂ ਦਿੱਤੀਆਂ ਹਨ ਕਿ ਲੋਕਾਂ ਦੀਆਂ ਸ਼ਿਕਾਇਤਾਂ ਦਾ ਮੌਕੇ 'ਤੇ ਹੀ ਨਿਪਟਾਰਾ ਕੀਤਾ ਜਾਵੇ। ਉਨ੍ਹਾਂ ਕਿਹਾ ਕਿ ਭ੍ਰਿਸ਼ਟਾਚਾਰ ਵਿਰੁੱਧ ਜ਼ੀਰੋ ਟਾਲਰੈਂਸ ਦੀ ਨੀਤੀ ਅਪਣਾਈ ਜਾ ਰਹੀ ਹੈ ਅਤੇ ਕਿਸੇ ਵੀ ਅਧਿਕਾਰੀ ਵੱਲੋਂ ਕੰਮ ਵਿੱਚ ਢਿੱਲ ਬਰਦਾਸ਼ਤ ਨਹੀਂ ਕੀਤੀ ਜਾਵੇਗੀ।: [794, 1212, 939, 1321]
article-kavi-darbar: [360, 802, 712, 1136]
tagline: A Leading Punjabi Daily: [837, 2, 935, 11]
caption-sarbat: ਚੈੱਕ ਨਾਲ ਸੰਬੋਧਨ ਕਰਦਿਆਂ ਜ਼ਿਲ੍ਹਾ ਪ੍ਰਧਾਨ ਨਾਲ ਹੋਰ ਅਹੁਦੇਦਾਰ।: [114, 764, 226, 783]
registration-mark: [874, 1494, 886, 1504]
photo-cm-portrait: [502, 1212, 596, 1308]
body-theft-bottom: ਬਟਾਲਾ/ਕਾਹਨੂੰਵਾਨ ਮੌੜਾ ਸਿੰਘ, 21 ਜੂਨ - ਥਾਣਾ ਸਿਵਲ ਲਾਈਨ ਦੀ ਪੁਲਿਸ ਨੇ ਇਲੈਕਟ੍ਰਿਕ ਰਿਕਸ਼ਿਆਂ ਦੀਆਂ 8 ਬੈਟਰੀਆਂ ਅਤੇ ਮੋਟਰ ਸਾਈਕਲ ਚੋਰੀ ਕਰਨ ਵਾਲੇ ਵਿਅਕਤੀ ਨੂੰ ਕਾਬੂ ਕੀਤਾ ਹੈ। ਡੀ.ਐਸ.ਪੀ. ਨੇ ਦੱਸਿਆ ਕਿ ਬਾਬਾ ਨਾਨਕ ਰੋਡ ਨੇੜੇ ਦੁਕਾਨ ਤੋਂ ਬੈਟਰੀਆਂ ਚੋਰੀ ਹੋਣ ਦੀ ਸ਼ਿਕਾਇਤ ਮਿਲੀ ਸੀ। ਪੁਲਿਸ ਨੇ ਤਫ਼ਤੀਸ਼ ਦੌਰਾਨ ਦੋਸ਼ੀ ਨੂੰ ਗ੍ਰਿਫ਼ਤਾਰ ਕਰਕੇ ਚੋਰੀ ਦਾ ਸਮਾਨ ਬਰਾਮਦ ਕਰ ਲਿਆ ਹੈ ਅਤੇ ਮਾਮਲਾ ਦਰਜ ਕਰਕੇ ਅਗਲੀ ਕਾਰਵਾਈ ਸ਼ੁਰੂ ਕਰ ਦਿੱਤੀ ਗਈ ਹੈ।: [594, 230, 832, 289]
article-gpc: [4, 1044, 356, 1490]
photo-ndps-accused: [8, 396, 204, 562]
article-sub-inspector: [176, 1210, 354, 1486]
body-nasha-mukt: ਕੋਟ ਈਸੇ ਖਾਂ, 21 ਜੂਨ (ਗਾਂਧੀ) - ਪੰਜਾਬ ਸਰਕਾਰ ਵੱਲੋਂ ਪੰਜਾਬ ਨੂੰ ਨਸ਼ਾ ਮੁਕਤ ਕਰਨ ਲਈ ਚਲਾਈ ਜਾ ਰਹੀ ਮੁਹਿੰਮ ਤਹਿਤ ਐਸ.ਐਸ.ਪੀ. ਦੇ ਦਿਸ਼ਾ ਨਿਰਦੇਸ਼ਾਂ ਅਨੁਸਾਰ ਪੁਲਿਸ ਵੱਲੋਂ ਪਿੰਡ ਏਲੇਵਾਲ ਵਿੱਚ ਸਰਚ ਅਭਿਆਨ ਚਲਾਇਆ ਗਿਆ। ਇਸ ਦੌਰਾਨ ਸ਼ੱਕੀ ਘਰਾਂ ਦੀ ਤਲਾਸ਼ੀ ਲਈ ਗਈ ਅਤੇ ਲੋਕਾਂ ਨੂੰ ਨਸ਼ਿਆਂ ਖ਼ਿਲਾਫ਼ ਜਾਗਰੂਕ ਕੀਤਾ ਗਿਆ।: [594, 676, 939, 705]
